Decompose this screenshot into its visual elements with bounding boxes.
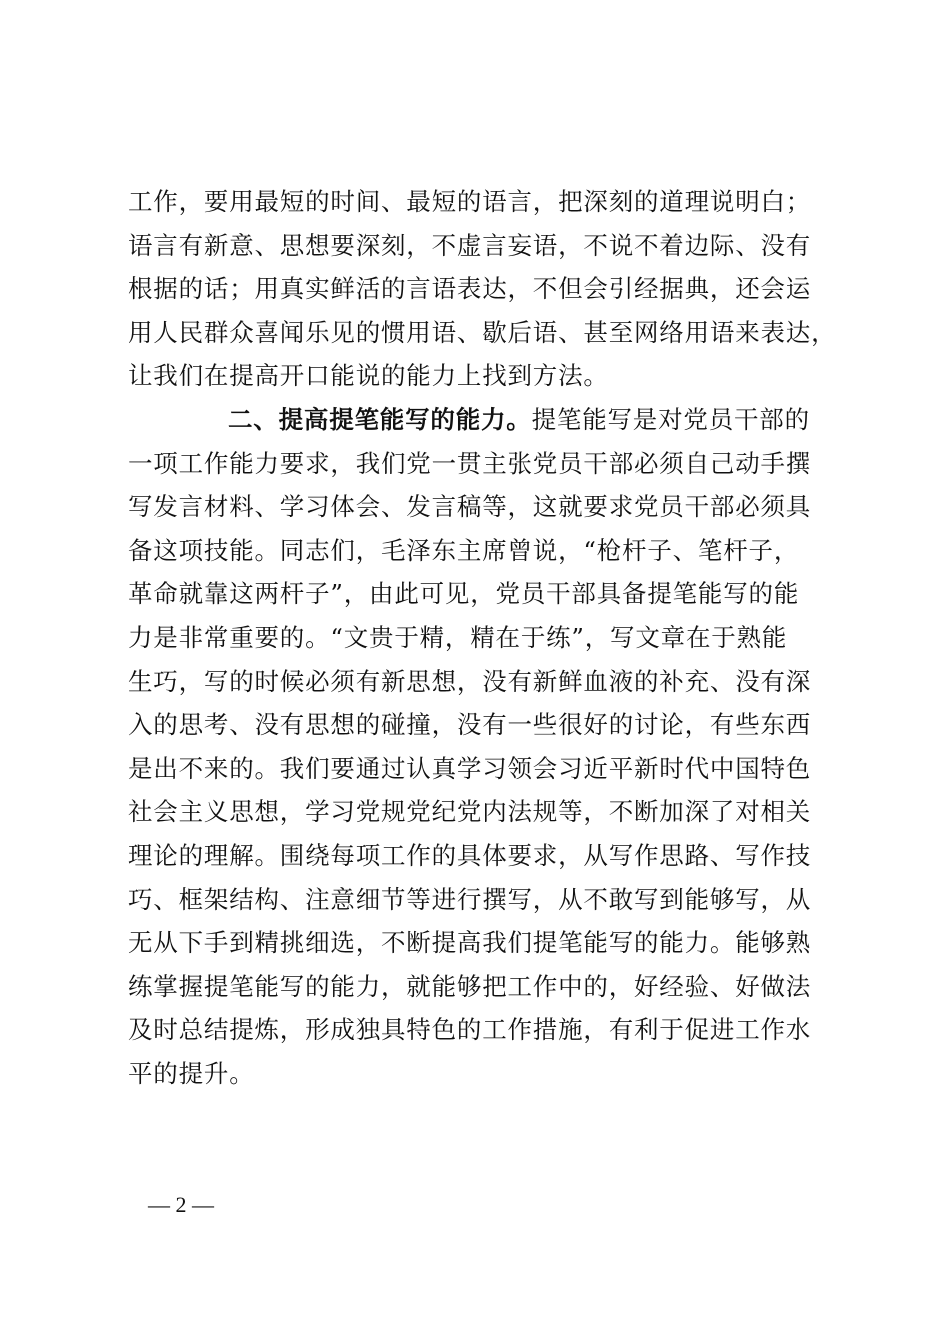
paragraph-1-line: 语言有新意、思想要深刻，不虚言妄语，不说不着边际、没有 <box>128 230 812 260</box>
paragraph-2-line: 及时总结提炼，形成独具特色的工作措施，有利于促进工作水 <box>128 1015 812 1045</box>
page-number: — 2 — <box>148 1192 214 1217</box>
paragraph-2-line: 一项工作能力要求，我们党一贯主张党员干部必须自己动手撰 <box>128 448 812 478</box>
body-text <box>128 180 840 1095</box>
paragraph-1-line: 让我们在提高开口能说的能力上找到方法。 <box>128 361 609 391</box>
paragraph-2-line: 无从下手到精挑细选，不断提高我们提笔能写的能力。能够熟 <box>128 928 812 958</box>
paragraph-2-first-line <box>128 398 840 442</box>
paragraph-2-line: 写发言材料、学习体会、发言稿等，这就要求党员干部必须具 <box>128 492 812 522</box>
paragraph-2-line: 理论的理解。围绕每项工作的具体要求，从写作思路、写作技 <box>128 840 812 870</box>
paragraph-2-line: 备这项技能。同志们，毛泽东主席曾说，“枪杆子、笔杆子， <box>128 535 800 565</box>
paragraph-1-line: 用人民群众喜闻乐见的惯用语、歇后语、甚至网络用语来表达， <box>128 317 837 347</box>
paragraph-2-line: 社会主义思想，学习党规党纪党内法规等，不断加深了对相关 <box>128 797 812 827</box>
section-heading: 二、提高提笔能写的能力。 <box>228 404 532 434</box>
paragraph-2-line: 入的思考、没有思想的碰撞，没有一些很好的讨论，有些东西 <box>128 710 812 740</box>
paragraph-2-line: 生巧，写的时候必须有新思想，没有新鲜血液的补充、没有深 <box>128 666 812 696</box>
paragraph-2-line: 是出不来的。我们要通过认真学习领会习近平新时代中国特色 <box>128 753 812 783</box>
paragraph-2-line: 力是非常重要的。“文贵于精，精在于练”，写文章在于熟能 <box>128 622 788 652</box>
paragraph-2-line: 巧、框架结构、注意细节等进行撰写，从不敢写到能够写，从 <box>128 884 812 914</box>
paragraph-2-line: 革命就靠这两杆子”，由此可见，党员干部具备提笔能写的能 <box>128 579 800 609</box>
paragraph-1-line: 工作，要用最短的时间、最短的语言，把深刻的道理说明白； <box>128 187 812 216</box>
paragraph-2-line: 练掌握提笔能写的能力，就能够把工作中的，好经验、好做法 <box>128 971 812 1001</box>
paragraph-2-line: 平的提升。 <box>128 1058 255 1088</box>
paragraph-1-line: 根据的话；用真实鲜活的言语表达，不但会引经据典，还会运 <box>128 274 812 304</box>
paragraph-2-first-line-text: 提笔能写是对党员干部的 <box>531 404 810 434</box>
